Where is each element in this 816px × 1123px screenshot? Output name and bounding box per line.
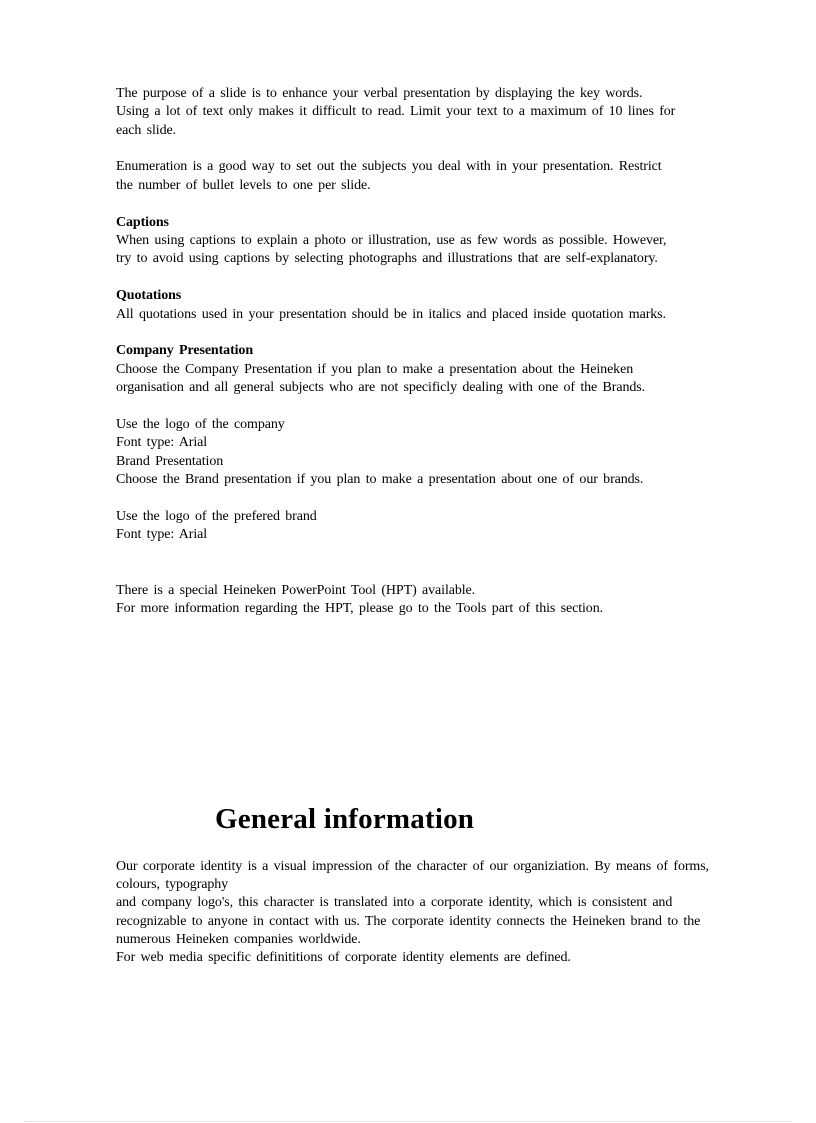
general-information-line: numerous Heineken companies worldwide. [116,932,361,947]
quotations-heading: Quotations [116,288,182,303]
company-presentation-heading: Company Presentation [116,343,254,358]
general-information-line: Our corporate identity is a visual impression of the character of our organiziation. By means of forms, [116,859,709,874]
quotations-line: All quotations used in your presentation should be in italics and placed inside quotation marks. [116,307,666,322]
hpt-line: For more information regarding the HPT, please go to the Tools part of this section. [116,601,604,616]
purpose-line: The purpose of a slide is to enhance your verbal presentation by displaying the key words. [116,86,643,101]
enumeration-line: Enumeration is a good way to set out the subjects you deal with in your presentation. Restrict [116,159,662,174]
general-information-title: General information [215,803,475,835]
purpose-line: each slide. [116,123,176,138]
general-information-line: recognizable to anyone in contact with us. The corporate identity connects the Heineken brand to the [116,914,701,929]
page-bottom-divider [24,1121,792,1122]
company-detail-line: Font type: Arial [116,435,208,450]
general-information-line: colours, typography [116,877,229,892]
company-detail-line: Use the logo of the company [116,417,285,432]
captions-line: try to avoid using captions by selecting photographs and illustrations that are self-explanatory. [116,251,658,266]
company-detail-line: Brand Presentation [116,454,224,469]
general-information-line: For web media specific definititions of corporate identity elements are defined. [116,950,571,965]
general-information-line: and company logo's, this character is translated into a corporate identity, which is consistent and [116,895,673,910]
company-presentation-line: organisation and all general subjects who are not specificly dealing with one of the Brands. [116,380,646,395]
captions-heading: Captions [116,215,169,230]
captions-line: When using captions to explain a photo or illustration, use as few words as possible. However, [116,233,667,248]
enumeration-line: the number of bullet levels to one per slide. [116,178,371,193]
company-presentation-line: Choose the Company Presentation if you plan to make a presentation about the Heineken [116,362,634,377]
hpt-line: There is a special Heineken PowerPoint Tool (HPT) available. [116,583,476,598]
purpose-line: Using a lot of text only makes it difficult to read. Limit your text to a maximum of 10 lines for [116,104,676,119]
brand-detail-line: Use the logo of the prefered brand [116,509,317,524]
brand-detail-line: Font type: Arial [116,527,208,542]
company-detail-line: Choose the Brand presentation if you plan to make a presentation about one of our brands. [116,472,644,487]
